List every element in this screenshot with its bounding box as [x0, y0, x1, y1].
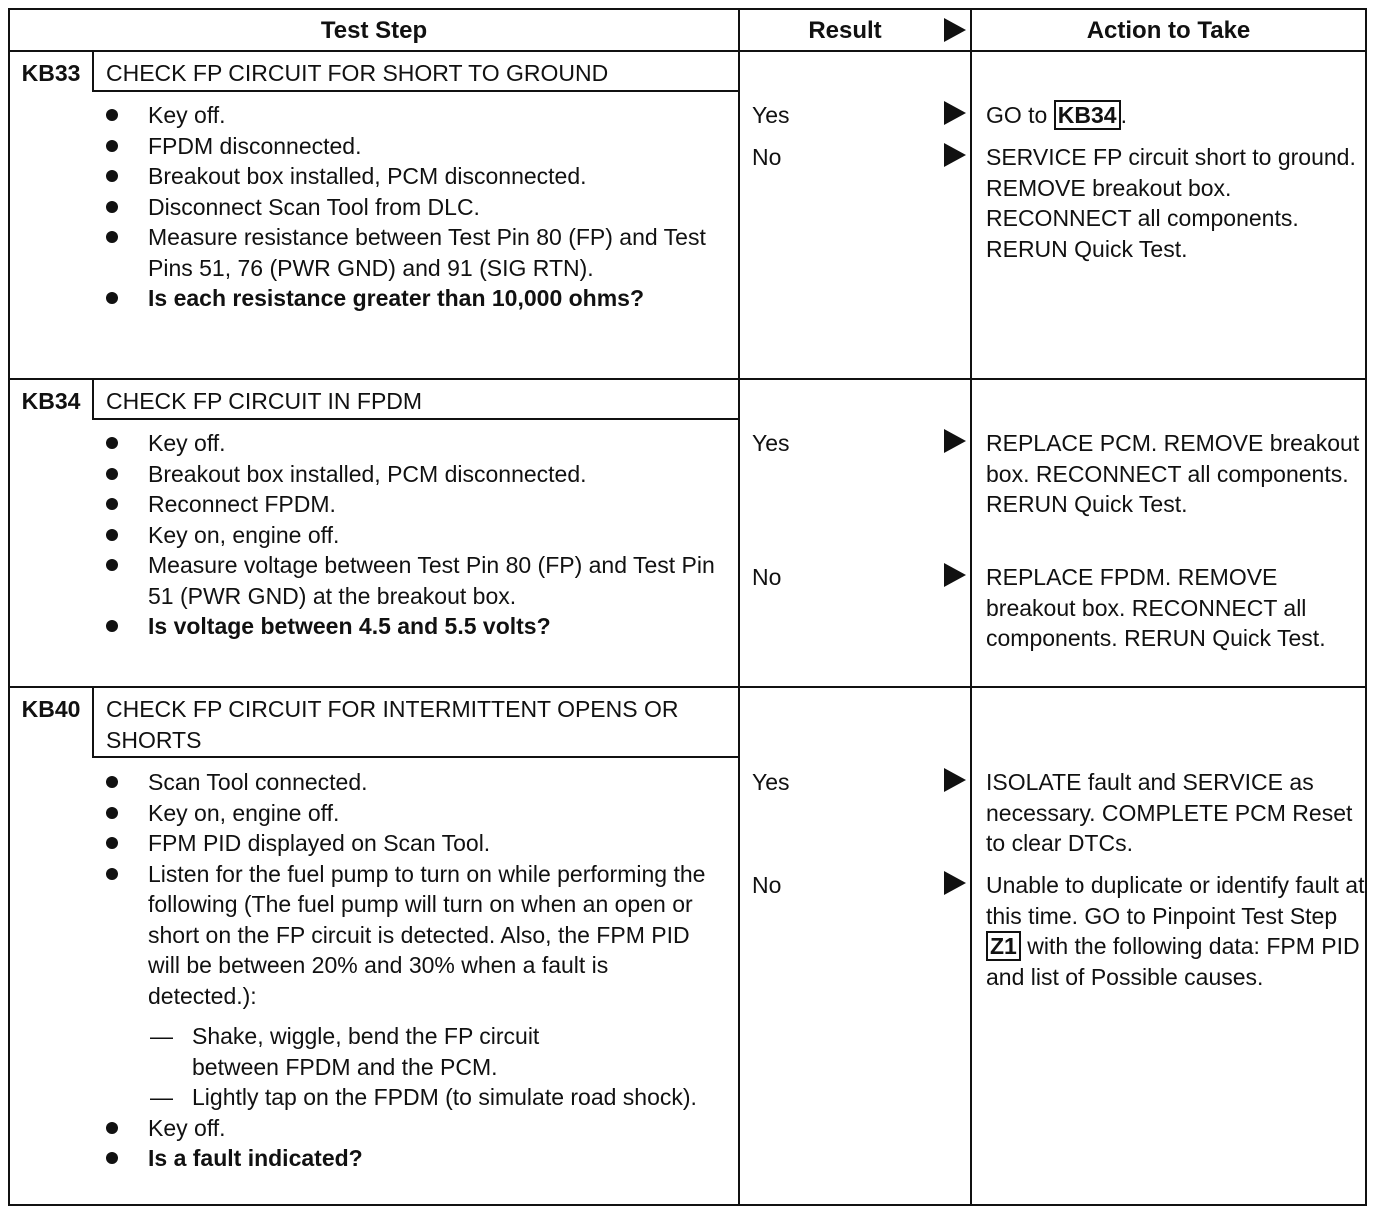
arrow-icon — [944, 871, 966, 895]
header-bottom-rule — [10, 50, 1365, 52]
action-text: REPLACE PCM. REMOVE breakout box. RECONNECT all components. RERUN Quick Test. — [986, 430, 1360, 517]
result-no: No — [752, 564, 782, 590]
step-items — [102, 428, 722, 642]
result-yes: Yes — [752, 102, 790, 128]
step-code: KB34 — [21, 388, 81, 414]
arrow-icon — [944, 429, 966, 453]
diagnostic-table — [8, 8, 1367, 1206]
header-arrow-icon — [944, 18, 966, 42]
action-text: GO to KB34 . — [986, 102, 1127, 128]
step-title: CHECK FP CIRCUIT FOR SHORT TO GROUND — [106, 60, 609, 86]
list-item-question: Is each resistance greater than 10,000 ohms? — [102, 283, 722, 314]
step-reference-box: Z1 — [986, 931, 1021, 961]
arrow-icon — [944, 563, 966, 587]
header-result: Result — [808, 17, 882, 44]
kb34-bottom-rule — [10, 686, 1365, 688]
action-text: SERVICE FP circuit short to ground. REMOVE breakout box. RECONNECT all components. RERUN Quick Test. — [986, 144, 1356, 262]
result-yes: Yes — [752, 430, 790, 456]
arrow-icon — [944, 768, 966, 792]
list-item: Disconnect Scan Tool from DLC. — [102, 192, 722, 223]
list-item: FPM PID displayed on Scan Tool. — [102, 828, 722, 859]
list-item: Key off. — [102, 428, 722, 459]
list-item: Key off. — [102, 1113, 722, 1144]
result-yes: Yes — [752, 769, 790, 795]
divider-test-result — [738, 10, 740, 1206]
list-item: Breakout box installed, PCM disconnected. — [102, 459, 722, 490]
list-item: Key on, engine off. — [102, 520, 722, 551]
list-item: FPDM disconnected. — [102, 131, 722, 162]
result-no: No — [752, 144, 782, 170]
action-text: ISOLATE fault and SERVICE as necessary. COMPLETE PCM Reset to clear DTCs. — [986, 769, 1353, 856]
list-item: Measure voltage between Test Pin 80 (FP) and Test Pin 51 (PWR GND) at the breakout box. — [102, 550, 722, 611]
step-reference-box: KB34 — [1054, 100, 1121, 130]
list-item: Scan Tool connected. — [102, 767, 722, 798]
list-item-question: Is voltage between 4.5 and 5.5 volts? — [102, 611, 722, 642]
list-item: Reconnect FPDM. — [102, 489, 722, 520]
step-code: KB33 — [21, 60, 81, 86]
divider-code-kb33 — [92, 50, 94, 92]
list-item-question: Is a fault indicated? — [102, 1143, 722, 1174]
step-code: KB40 — [21, 696, 81, 722]
header-action: Action to Take — [1086, 17, 1251, 44]
step-items — [102, 767, 722, 1174]
list-item: Key on, engine off. — [102, 798, 722, 829]
arrow-icon — [944, 101, 966, 125]
action-text: Unable to duplicate or identify fault at this time. GO to Pinpoint Test Step Z1 with the following data: FPM PID and list of Possible causes. — [986, 872, 1365, 990]
divider-code-kb40 — [92, 686, 94, 758]
list-subitem: — Shake, wiggle, bend the FP circuit between FPDM and the PCM. — [102, 1021, 722, 1082]
arrow-icon — [944, 143, 966, 167]
divider-result-action — [970, 10, 972, 1206]
list-item: Measure resistance between Test Pin 80 (FP) and Test Pins 51, 76 (PWR GND) and 91 (SIG RTN). — [102, 222, 722, 283]
kb40-title-rule — [92, 756, 738, 758]
step-title: CHECK FP CIRCUIT IN FPDM — [106, 388, 423, 414]
action-text: REPLACE FPDM. REMOVE breakout box. RECONNECT all components. RERUN Quick Test. — [986, 564, 1326, 651]
divider-code-kb34 — [92, 378, 94, 420]
result-no: No — [752, 872, 782, 898]
list-item: Listen for the fuel pump to turn on while performing the following (The fuel pump will turn on when an open or short on the FP circuit is detected. Also, the FPM PID will be between 20% and 30% when a fault is detected.): — [102, 859, 722, 1012]
step-items — [102, 100, 722, 314]
list-item: Key off. — [102, 100, 722, 131]
kb33-bottom-rule — [10, 378, 1365, 380]
kb34-title-rule — [92, 418, 738, 420]
step-title: CHECK FP CIRCUIT FOR INTERMITTENT OPENS OR SHORTS — [106, 696, 679, 753]
kb33-title-rule — [92, 90, 738, 92]
header-test-step: Test Step — [320, 17, 428, 44]
list-item: Breakout box installed, PCM disconnected. — [102, 161, 722, 192]
list-subitem: — Lightly tap on the FPDM (to simulate road shock). — [102, 1082, 722, 1113]
